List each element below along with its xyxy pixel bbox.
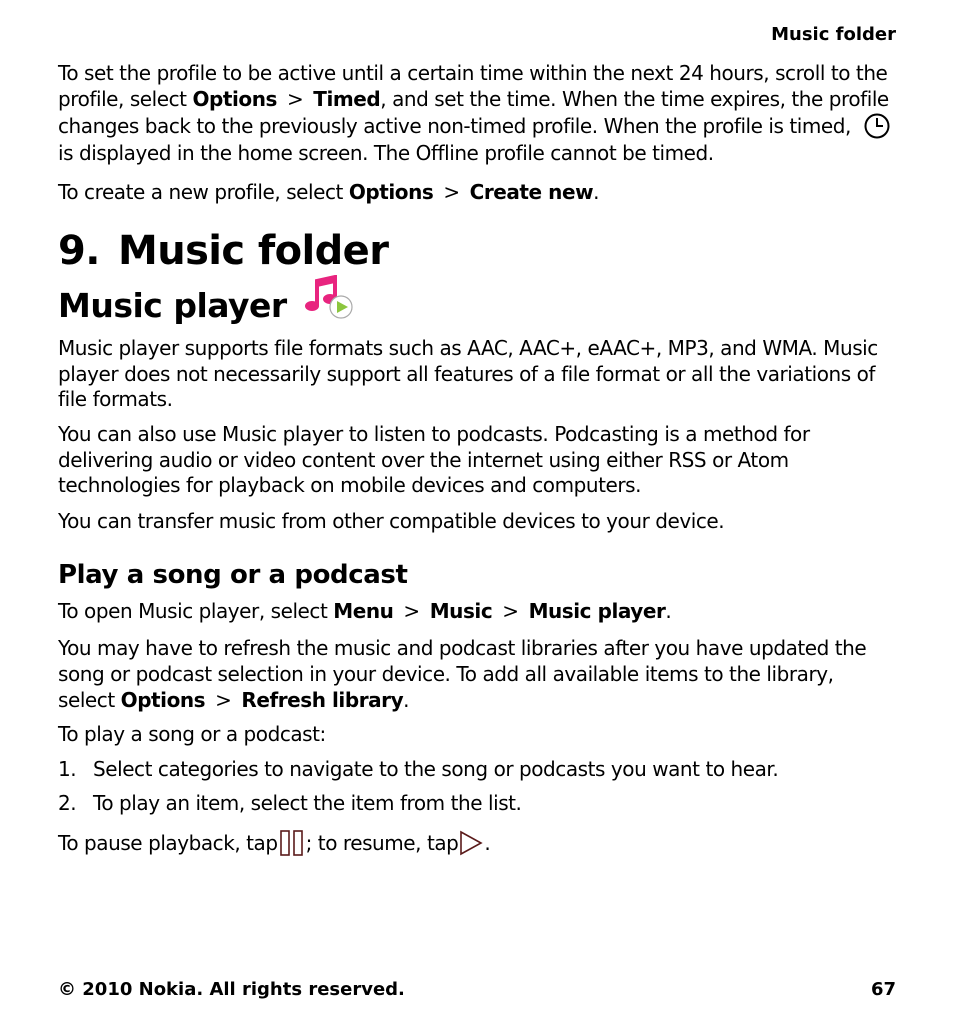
clock-icon: [863, 112, 891, 140]
paragraph-pause-resume: To pause playback, tap ; to resume, tap .: [58, 831, 491, 855]
chapter-title-text: Music folder: [118, 228, 389, 274]
music-note-icon: [301, 275, 357, 323]
section-heading-play: Play a song or a podcast: [58, 560, 408, 590]
paragraph-transfer: You can transfer music from other compatible devices to your device.: [58, 509, 725, 533]
create-new-menu-ref: Create new: [469, 180, 594, 204]
options-menu-ref: Options: [120, 688, 206, 712]
list-item: 1. Select categories to navigate to the song or podcasts you want to hear.: [58, 757, 779, 781]
footer-copyright: © 2010 Nokia. All rights reserved.: [58, 979, 405, 1000]
chapter-number: 9.: [58, 228, 100, 274]
pause-icon: [278, 829, 306, 857]
paragraph-formats: Music player supports file formats such as AAC, AAC+, eAAC+, MP3, and WMA. Music player does not necessarily support all features of a file format or all the variations of file formats.: [58, 336, 878, 411]
options-menu-ref: Options: [192, 87, 277, 111]
timed-menu-ref: Timed: [313, 87, 381, 111]
paragraph-create-profile: To create a new profile, select Options > Create new.: [58, 180, 600, 204]
running-header: Music folder: [771, 24, 896, 45]
list-item: 2. To play an item, select the item from the list.: [58, 791, 522, 815]
paragraph-refresh: You may have to refresh the music and podcast libraries after you have updated the song or podcast selection in your device. To add all available items to the library, select Options > Refresh library.: [58, 636, 867, 712]
music-ref: Music: [429, 599, 493, 623]
play-icon: [458, 829, 484, 857]
page-number: 67: [870, 979, 896, 1000]
chapter-title: [58, 228, 388, 274]
refresh-library-ref: Refresh library: [241, 688, 404, 712]
menu-ref: Menu: [333, 599, 394, 623]
paragraph-timed-profile: To set the profile to be active until a certain time within the next 24 hours, scroll to the profile, select Options > Timed, and set the time. When the time expires, the profile changes back to the previously active non-timed profile. When the profile is timed, is displayed in the home screen. The Offline profile cannot be timed.: [58, 60, 896, 166]
paragraph-podcasts: You can also use Music player to listen to podcasts. Podcasting is a method for delivering audio or video content over the internet using either RSS or Atom technologies for playback on mobile devices and computers.: [58, 422, 810, 497]
options-menu-ref: Options: [348, 180, 434, 204]
music-player-ref: Music player: [528, 599, 666, 623]
section-heading-music-player: Music player: [58, 286, 357, 325]
paragraph-to-play: To play a song or a podcast:: [58, 722, 326, 746]
paragraph-open-player: To open Music player, select Menu > Music > Music player.: [58, 599, 672, 623]
